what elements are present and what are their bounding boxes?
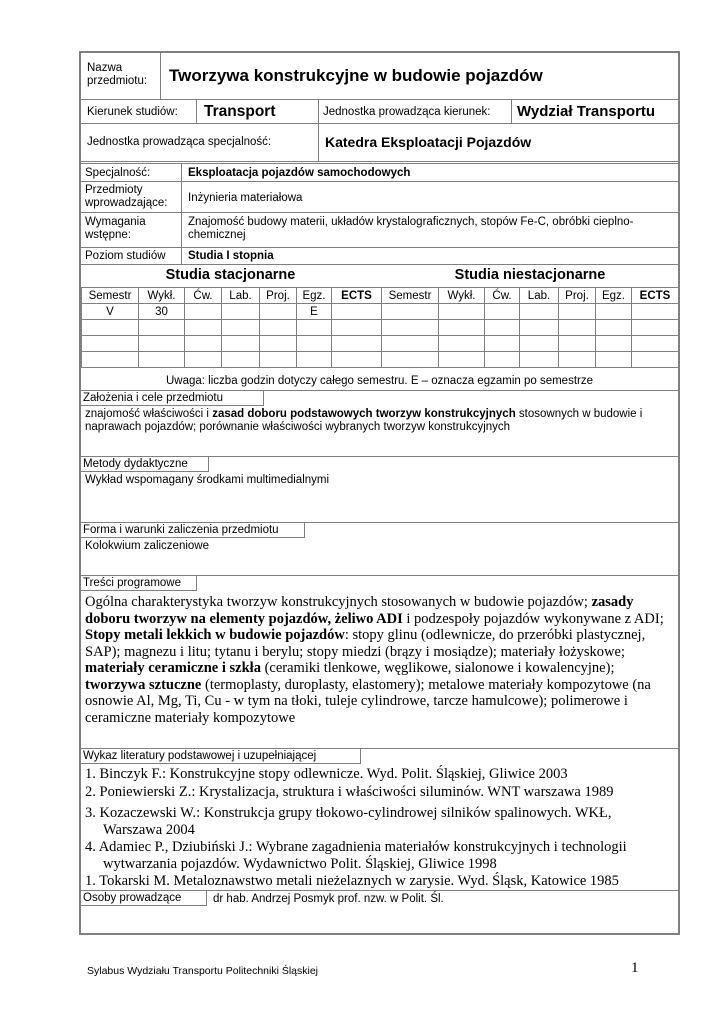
cell	[520, 336, 559, 352]
content-title: Treści programowe	[81, 576, 197, 591]
methods-title: Metody dydaktyczne	[81, 457, 209, 472]
assessment-text: Kolokwium zaliczeniowe	[85, 540, 209, 552]
col-header: Semestr	[382, 288, 439, 304]
list-item: 2. Poniewierski Z.: Krystalizacja, struktura i właściwości siluminów. WNT warszawa 1989	[85, 783, 614, 800]
unit-label: Jednostka prowadząca kierunek:	[323, 106, 491, 118]
col-header: Egz.	[596, 288, 632, 304]
cell: 30	[139, 304, 185, 320]
cell	[185, 304, 222, 320]
divider	[81, 247, 678, 248]
footer-text: Sylabus Wydziału Transportu Politechniki Śląskiej	[87, 965, 319, 977]
unit-value: Wydział Transportu	[517, 103, 656, 120]
course-title: Tworzywa konstrukcyjne w budowie pojazdów	[169, 66, 543, 85]
fulltime-table	[81, 287, 382, 368]
list-item: 3. Kozaczewski W.: Konstrukcja grupy tłokowo-cylindrowej silników spalinowych. WKŁ, Warszawa 2004	[85, 805, 612, 838]
assessment-title: Forma i warunki zaliczenia przedmiotu	[81, 523, 305, 538]
goals-text: znajomość właściwości i zasad doboru podstawowych tworzyw konstrukcyjnych stosownych w budowie i naprawach pojazdów; porównanie właściwości wybranych tworzyw konstrukcyjnych	[85, 408, 643, 433]
table-row	[82, 320, 382, 336]
cell	[596, 304, 632, 320]
cell	[260, 320, 297, 336]
table-row	[82, 352, 382, 368]
divider	[181, 163, 182, 264]
table-row	[382, 304, 679, 320]
col-header: Ćw.	[185, 288, 222, 304]
cell	[382, 352, 439, 368]
divider	[81, 212, 678, 213]
requirements-value: Znajomość budowy materii, układów krystalograficznych, stopów Fe-C, obróbki cieplno-chemicznej	[188, 216, 634, 241]
level-label: Poziom studiów	[85, 250, 166, 262]
fulltime-title: Studia stacjonarne	[165, 267, 296, 283]
divider	[81, 161, 678, 162]
col-header: Ćw.	[485, 288, 520, 304]
cell	[139, 336, 185, 352]
list-item: 1. Binczyk F.: Konstrukcyjne stopy odlewnicze. Wyd. Polit. Śląskiej, Gliwice 2003	[85, 766, 568, 782]
col-header: Lab.	[520, 288, 559, 304]
content-text: Ogólna charakterystyka tworzyw konstrukcyjnych stosowanych w budowie pojazdów; zasady doboru tworzyw na elementy pojazdów, żeliwo ADI i podzespoły pojazdów wykonywane z ADI; Stopy metali lekkich w budowie pojazdów: stopy glinu (odlewnicze, do przeróbki plastycznej, SAP); magnezu i litu; tytanu i berylu; stopy miedzi (brązy i mosiądze); materiały łożyskowe; materiały ceramiczne i szkła (ceramiki tlenkowe, węglikowe, sialonowe i kowalencyjne); tworzywa sztuczne (termoplasty, duroplasty, elastomery); metalowe materiały kompozytowe (na osnowie Al, Mg, Ti, Cu - w tym na tłoki, tuleje cylindrowe, tarcze hamulcowe); polimerowe i ceramiczne materiały kompozytowe	[85, 594, 664, 726]
cell	[520, 320, 559, 336]
col-header: Lab.	[222, 288, 260, 304]
cell	[596, 320, 632, 336]
cell	[596, 336, 632, 352]
requirements-label: Wymagania wstępne:	[85, 216, 146, 241]
table-row	[382, 336, 679, 352]
divider	[81, 163, 678, 164]
lecturer-label: Osoby prowadzące	[81, 891, 207, 906]
cell	[222, 304, 260, 320]
methods-text: Wykład wspomagany środkami multimedialnymi	[85, 474, 330, 486]
cell	[559, 320, 596, 336]
divider	[511, 99, 512, 123]
prereq-label: Przedmioty wprowadzające:	[85, 184, 168, 209]
divider	[81, 181, 678, 182]
cell	[632, 352, 679, 368]
cell	[382, 304, 439, 320]
table-header-row	[82, 288, 382, 304]
col-header: Proj.	[260, 288, 297, 304]
schedule-note: Uwaga: liczba godzin dotyczy całego semestru. E – oznacza egzamin po semestrze	[166, 375, 593, 387]
divider	[81, 99, 678, 100]
cell	[439, 336, 485, 352]
cell	[82, 336, 139, 352]
col-header: Proj.	[559, 288, 596, 304]
cell	[260, 336, 297, 352]
cell	[222, 336, 260, 352]
col-header: Wykł.	[439, 288, 485, 304]
cell: E	[297, 304, 332, 320]
list-item: 4. Adamiec P., Dziubiński J.: Wybrane zagadnienia materiałów konstrukcyjnych i technologii wytwarzania pojazdów. Wydawnictwo Polit. Śląskiej, Gliwice 1998	[85, 839, 627, 872]
cell	[139, 320, 185, 336]
lecturer-value: dr hab. Andrzej Posmyk prof. nzw. w Polit. Śl.	[213, 893, 444, 905]
cell	[632, 336, 679, 352]
table-row	[382, 352, 679, 368]
cell	[332, 352, 382, 368]
cell	[485, 320, 520, 336]
divider	[318, 123, 319, 161]
spec-unit-value: Katedra Eksploatacji Pojazdów	[325, 134, 532, 150]
cell	[596, 352, 632, 368]
cell	[485, 304, 520, 320]
cell	[520, 352, 559, 368]
cell	[297, 320, 332, 336]
col-header: Egz.	[297, 288, 332, 304]
cell	[82, 352, 139, 368]
prereq-value: Inżynieria materiałowa	[188, 192, 303, 204]
specialty-label: Specjalność:	[85, 167, 151, 179]
cell	[439, 320, 485, 336]
cell	[222, 352, 260, 368]
cell	[559, 352, 596, 368]
field-value: Transport	[204, 103, 276, 120]
cell	[332, 304, 382, 320]
spec-unit-label: Jednostka prowadząca specjalność:	[87, 136, 272, 148]
cell	[382, 336, 439, 352]
divider	[81, 123, 678, 124]
cell	[185, 352, 222, 368]
literature-title: Wykaz literatury podstawowej i uzupełniającej	[81, 749, 361, 764]
table-row	[382, 320, 679, 336]
list-item: 1. Tokarski M. Metaloznawstwo metali nieżelaznych w zarysie. Wyd. Śląsk, Katowice 1985	[85, 873, 619, 889]
cell	[297, 352, 332, 368]
cell	[332, 336, 382, 352]
cell	[632, 304, 679, 320]
cell	[520, 304, 559, 320]
cell	[185, 320, 222, 336]
cell	[632, 320, 679, 336]
parttime-table	[381, 287, 679, 368]
col-header: Wykł.	[139, 288, 185, 304]
col-header: Semestr	[82, 288, 139, 304]
table-header-row	[382, 288, 679, 304]
cell	[185, 336, 222, 352]
cell	[559, 304, 596, 320]
cell	[222, 320, 260, 336]
divider	[81, 264, 678, 265]
goals-title: Założenia i cele przedmiotu	[81, 391, 264, 406]
cell: V	[82, 304, 139, 320]
page-number: 1	[631, 960, 639, 976]
divider	[160, 53, 161, 99]
cell	[260, 352, 297, 368]
cell	[82, 320, 139, 336]
specialty-value: Eksploatacja pojazdów samochodowych	[188, 167, 411, 179]
level-value: Studia I stopnia	[188, 250, 274, 262]
col-header: ECTS	[332, 288, 382, 304]
cell	[297, 336, 332, 352]
parttime-title: Studia niestacjonarne	[454, 267, 606, 283]
course-name-label: Nazwa przedmiotu:	[87, 62, 148, 87]
cell	[485, 336, 520, 352]
cell	[439, 352, 485, 368]
cell	[439, 304, 485, 320]
col-header: ECTS	[632, 288, 679, 304]
cell	[332, 320, 382, 336]
literature-list	[85, 766, 645, 890]
cell	[559, 336, 596, 352]
cell	[485, 352, 520, 368]
divider	[318, 99, 319, 123]
cell	[139, 352, 185, 368]
table-row	[82, 304, 382, 320]
cell	[260, 304, 297, 320]
divider	[196, 99, 197, 123]
field-label: Kierunek studiów:	[87, 106, 178, 118]
cell	[382, 320, 439, 336]
table-row	[82, 336, 382, 352]
